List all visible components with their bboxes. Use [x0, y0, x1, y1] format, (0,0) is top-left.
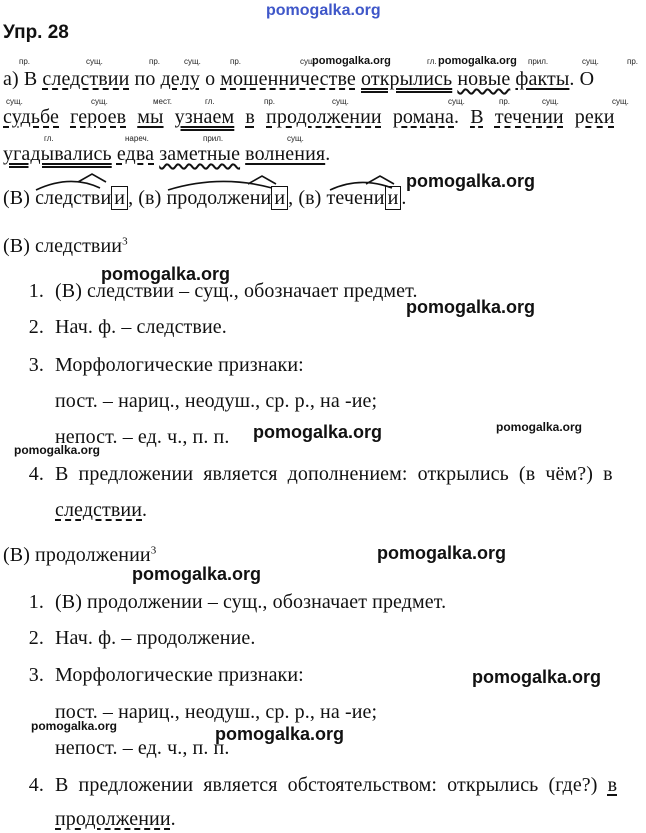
pos-label: пр. — [149, 57, 161, 66]
morpheme-stem: течени — [326, 187, 385, 209]
item-number: 2. — [28, 316, 44, 338]
morpheme-ending: и — [385, 186, 402, 210]
word: героев — [70, 106, 127, 128]
pos-label: нареч. — [125, 134, 149, 143]
section1-const: пост. – нариц., неодуш., ср. р., на -ие; — [55, 390, 378, 412]
pos-label: пр. — [499, 97, 511, 106]
item-text-main: В предложении является обстоятельством: открылись (где?) — [55, 774, 598, 796]
item-number: 4. — [28, 463, 44, 485]
watermark-top: pomogalka.org — [266, 2, 381, 19]
section1-nonconst: непост. – ед. ч., п. п. — [55, 426, 230, 448]
morpheme-stem: продолжени — [166, 187, 272, 209]
word: новые — [457, 68, 511, 90]
pos-label: прил. — [203, 134, 224, 143]
text-line-2 — [3, 106, 615, 129]
word-subject: факты — [515, 68, 570, 90]
pos-label: сущ. — [86, 57, 103, 66]
item-text: Морфологические признаки: — [55, 354, 304, 376]
watermark: pomogalka.org — [377, 543, 507, 563]
word-subject: волнения — [245, 143, 326, 165]
text-fragment: . О — [569, 68, 595, 90]
item-text-word: продолжении — [55, 808, 171, 830]
pos-label: сущ. — [91, 97, 108, 106]
item-text-word: в — [607, 774, 618, 796]
item-text-word: следствии — [55, 499, 143, 521]
pos-label: пр. — [627, 57, 639, 66]
word: о — [205, 68, 216, 90]
word: реки — [574, 106, 615, 128]
root-peak — [248, 176, 276, 184]
word: судьбе — [3, 106, 60, 128]
word: романа — [392, 106, 455, 128]
watermark: pomogalka.org — [253, 422, 383, 442]
pos-label: сущ. — [612, 97, 629, 106]
word: едва — [116, 143, 155, 165]
exercise-title: Упр. 28 — [3, 22, 69, 43]
text-fragment: а) В — [3, 68, 43, 90]
heading-sup: 3 — [122, 235, 128, 248]
word-predicate: узнаем — [174, 106, 235, 128]
heading-text: (В) продолжении — [3, 544, 151, 566]
watermark: pomogalka.org — [101, 264, 231, 284]
section2-const: пост. – нариц., неодуш., ср. р., на -ие; — [55, 701, 378, 723]
item-number: 3. — [28, 664, 44, 686]
item-number: 4. — [28, 774, 44, 796]
pos-label: сущ. — [300, 57, 317, 66]
word-predicate: угадывались — [3, 143, 112, 165]
text-fragment: , (в) — [288, 187, 327, 209]
morpheme-ending: и — [111, 186, 128, 210]
item-number: 1. — [28, 280, 44, 302]
pos-label: сущ. — [448, 97, 465, 106]
word-predicate: открылись — [361, 68, 453, 90]
item-text: (В) следствии – сущ., обозначает предмет. — [55, 280, 418, 302]
text-line-3 — [3, 143, 330, 166]
item-text-end: . — [142, 499, 148, 521]
pos-label: сущ. — [542, 97, 559, 106]
item-number: 2. — [28, 627, 44, 649]
section1-heading — [3, 235, 128, 258]
watermark: pomogalka.org — [132, 564, 262, 584]
word: мошенничестве — [220, 68, 356, 90]
word: В — [470, 106, 484, 128]
word-subject: мы — [137, 106, 164, 128]
text-fragment: . — [454, 106, 460, 128]
item-text: Нач. ф. – продолжение. — [55, 627, 256, 649]
watermark: pomogalka.org — [406, 297, 536, 317]
watermark: pomogalka.org — [438, 55, 517, 67]
watermark: pomogalka.org — [406, 171, 536, 191]
word-sledstvii: следствии — [42, 68, 130, 90]
heading-sup: 3 — [150, 544, 157, 557]
pos-label: сущ. — [287, 134, 304, 143]
word-prodolzhenii: продолжении — [266, 106, 382, 128]
pos-label: пр. — [264, 97, 276, 106]
item-number: 1. — [28, 591, 44, 613]
pos-label: гл. — [44, 134, 54, 143]
item-text-end: . — [170, 808, 176, 830]
morpheme-line — [3, 187, 407, 210]
section1-item-4-cont — [55, 499, 147, 522]
watermark: pomogalka.org — [14, 443, 101, 457]
text-fragment: . — [325, 143, 331, 165]
item-text — [55, 774, 617, 797]
section2-nonconst: непост. – ед. ч., п. п. — [55, 737, 230, 759]
word-techenii: течении — [494, 106, 564, 128]
pos-label: сущ. — [582, 57, 599, 66]
word: делу — [160, 68, 200, 90]
item-text: В предложении является дополнением: открылись (в чём?) в — [55, 463, 613, 485]
word: в — [245, 106, 255, 128]
pos-label: мест. — [153, 97, 172, 106]
root-peak — [78, 174, 106, 182]
pos-label: пр. — [19, 57, 31, 66]
watermark: pomogalka.org — [312, 55, 391, 67]
pos-label: гл. — [205, 97, 215, 106]
item-text: Морфологические признаки: — [55, 664, 304, 686]
watermark: pomogalka.org — [472, 667, 602, 687]
text-fragment: . — [401, 187, 407, 209]
pos-label: сущ. — [332, 97, 349, 106]
watermark: pomogalka.org — [31, 719, 118, 733]
word: заметные — [159, 143, 241, 165]
item-text: Нач. ф. – следствие. — [55, 316, 227, 338]
watermark: pomogalka.org — [496, 420, 583, 434]
morpheme-ending: и — [271, 186, 288, 210]
word: по — [134, 68, 156, 90]
morpheme-stem: следстви — [35, 187, 112, 209]
item-text: (В) продолжении – сущ., обозначает предмет. — [55, 591, 447, 613]
pos-label: гл. — [427, 57, 437, 66]
text-line-1 — [3, 68, 594, 91]
pos-label: сущ. — [184, 57, 201, 66]
item-number: 3. — [28, 354, 44, 376]
pos-label: сущ. — [6, 97, 23, 106]
section2-item-4-cont — [55, 808, 176, 831]
heading-text: (В) следствии — [3, 235, 123, 257]
pos-label: пр. — [230, 57, 242, 66]
text-fragment: , (в) — [128, 187, 167, 209]
text-fragment: (В) — [3, 187, 36, 209]
watermark: pomogalka.org — [215, 724, 345, 744]
pos-label: прил. — [528, 57, 549, 66]
